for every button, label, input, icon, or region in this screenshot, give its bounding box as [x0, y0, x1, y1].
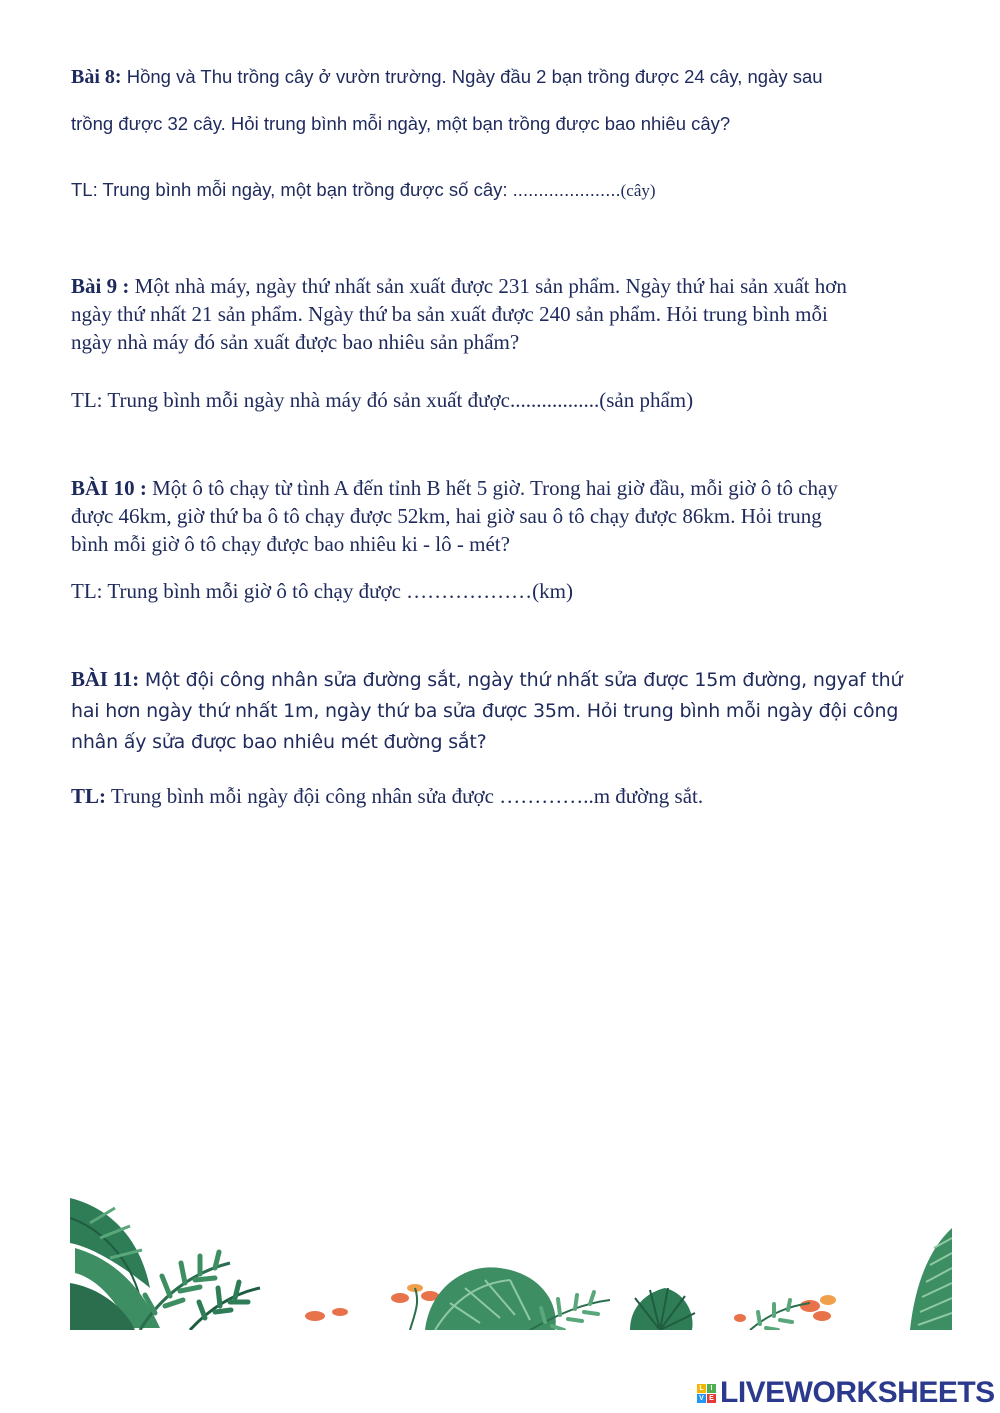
problem-title: BÀI 10 :	[71, 476, 147, 500]
answer-blank[interactable]: .....................	[512, 179, 621, 200]
answer-unit: (km)	[532, 579, 573, 603]
answer-unit: (cây)	[620, 181, 656, 200]
problem-10	[71, 474, 951, 605]
foliage-decoration	[70, 1188, 952, 1330]
problem-text: trồng được 32 cây. Hỏi trung bình mỗi ngày, một bạn trồng được bao nhiêu cây?	[71, 113, 731, 134]
problem-text: ngày nhà máy đó sản xuất được bao nhiêu sản phẩm?	[71, 330, 520, 354]
problem-text: được 46km, giờ thứ ba ô tô chạy được 52km, hai giờ sau ô tô chạy được 86km. Hỏi trung	[71, 504, 822, 528]
logo-letter: V	[697, 1394, 706, 1403]
fern-frond-icon	[750, 1300, 810, 1330]
problem-text: bình mỗi giờ ô tô chạy được bao nhiêu ki - lô - mét?	[71, 532, 510, 556]
answer-blank[interactable]: .................	[509, 388, 600, 412]
answer-line	[71, 386, 951, 414]
problem-title: Bài 9 :	[71, 274, 130, 298]
problem-text: Một nhà máy, ngày thứ nhất sản xuất được 231 sản phẩm. Ngày thứ hai sản xuất hơn	[129, 274, 847, 298]
answer-prefix: TL: Trung bình mỗi ngày nhà máy đó sản xuất được	[71, 388, 510, 412]
problem-text: Một đội công nhân sửa đường sắt, ngày thứ nhất sửa được 15m đường, ngyaf thứ	[139, 669, 903, 691]
monstera-leaf-icon	[425, 1267, 556, 1330]
problem-text: Một ô tô chạy từ tình A đến tỉnh B hết 5 giờ. Trong hai giờ đầu, mỗi giờ ô tô chạy	[146, 476, 838, 500]
liveworksheets-logo	[697, 1375, 995, 1411]
problem-text: hai hơn ngày thứ nhất 1m, ngày thứ ba sửa được 35m. Hỏi trung bình mỗi ngày đội công	[71, 700, 899, 722]
logo-letter: L	[697, 1384, 706, 1393]
answer-prefix: TL: Trung bình mỗi ngày, một bạn trồng được số cây:	[71, 179, 513, 200]
problem-title: Bài 8:	[71, 66, 122, 88]
answer-line	[71, 782, 951, 810]
flower-icon	[305, 1284, 439, 1330]
left-fern-icon	[140, 1252, 260, 1330]
problem-text: nhân ấy sửa được bao nhiêu mét đường sắt?	[71, 731, 487, 753]
answer-blank[interactable]: ………………	[406, 579, 533, 603]
right-palm-leaf-icon	[910, 1228, 952, 1330]
problem-8	[71, 66, 951, 207]
fan-palm-icon	[630, 1288, 695, 1330]
answer-unit: m đường sắt.	[593, 784, 704, 808]
problem-text: Hồng và Thu trồng cây ở vườn trường. Ngày đầu 2 bạn trồng được 24 cây, ngày sau	[121, 66, 823, 87]
answer-line	[71, 577, 951, 605]
logo-letter: E	[707, 1394, 716, 1403]
answer-prefix: TL: Trung bình mỗi giờ ô tô chạy được	[71, 579, 407, 603]
answer-label: TL:	[71, 784, 107, 808]
problem-title: BÀI 11:	[71, 667, 140, 691]
problem-9	[71, 272, 951, 414]
logo-letter: I	[707, 1384, 716, 1393]
brand-text: LIVEWORKSHEETS	[720, 1376, 995, 1409]
answer-blank[interactable]: …………..	[499, 784, 594, 808]
problem-text: ngày thứ nhất 21 sản phẩm. Ngày thứ ba sản xuất được 240 sản phẩm. Hỏi trung bình mỗi	[71, 302, 828, 326]
problem-11	[71, 664, 951, 810]
liveworksheets-logo-icon	[697, 1384, 716, 1403]
answer-prefix: Trung bình mỗi ngày đội công nhân sửa được	[106, 784, 500, 808]
left-palm-leaf-icon	[70, 1198, 160, 1330]
answer-unit: (sản phẩm)	[599, 388, 694, 412]
answer-line	[71, 179, 951, 207]
